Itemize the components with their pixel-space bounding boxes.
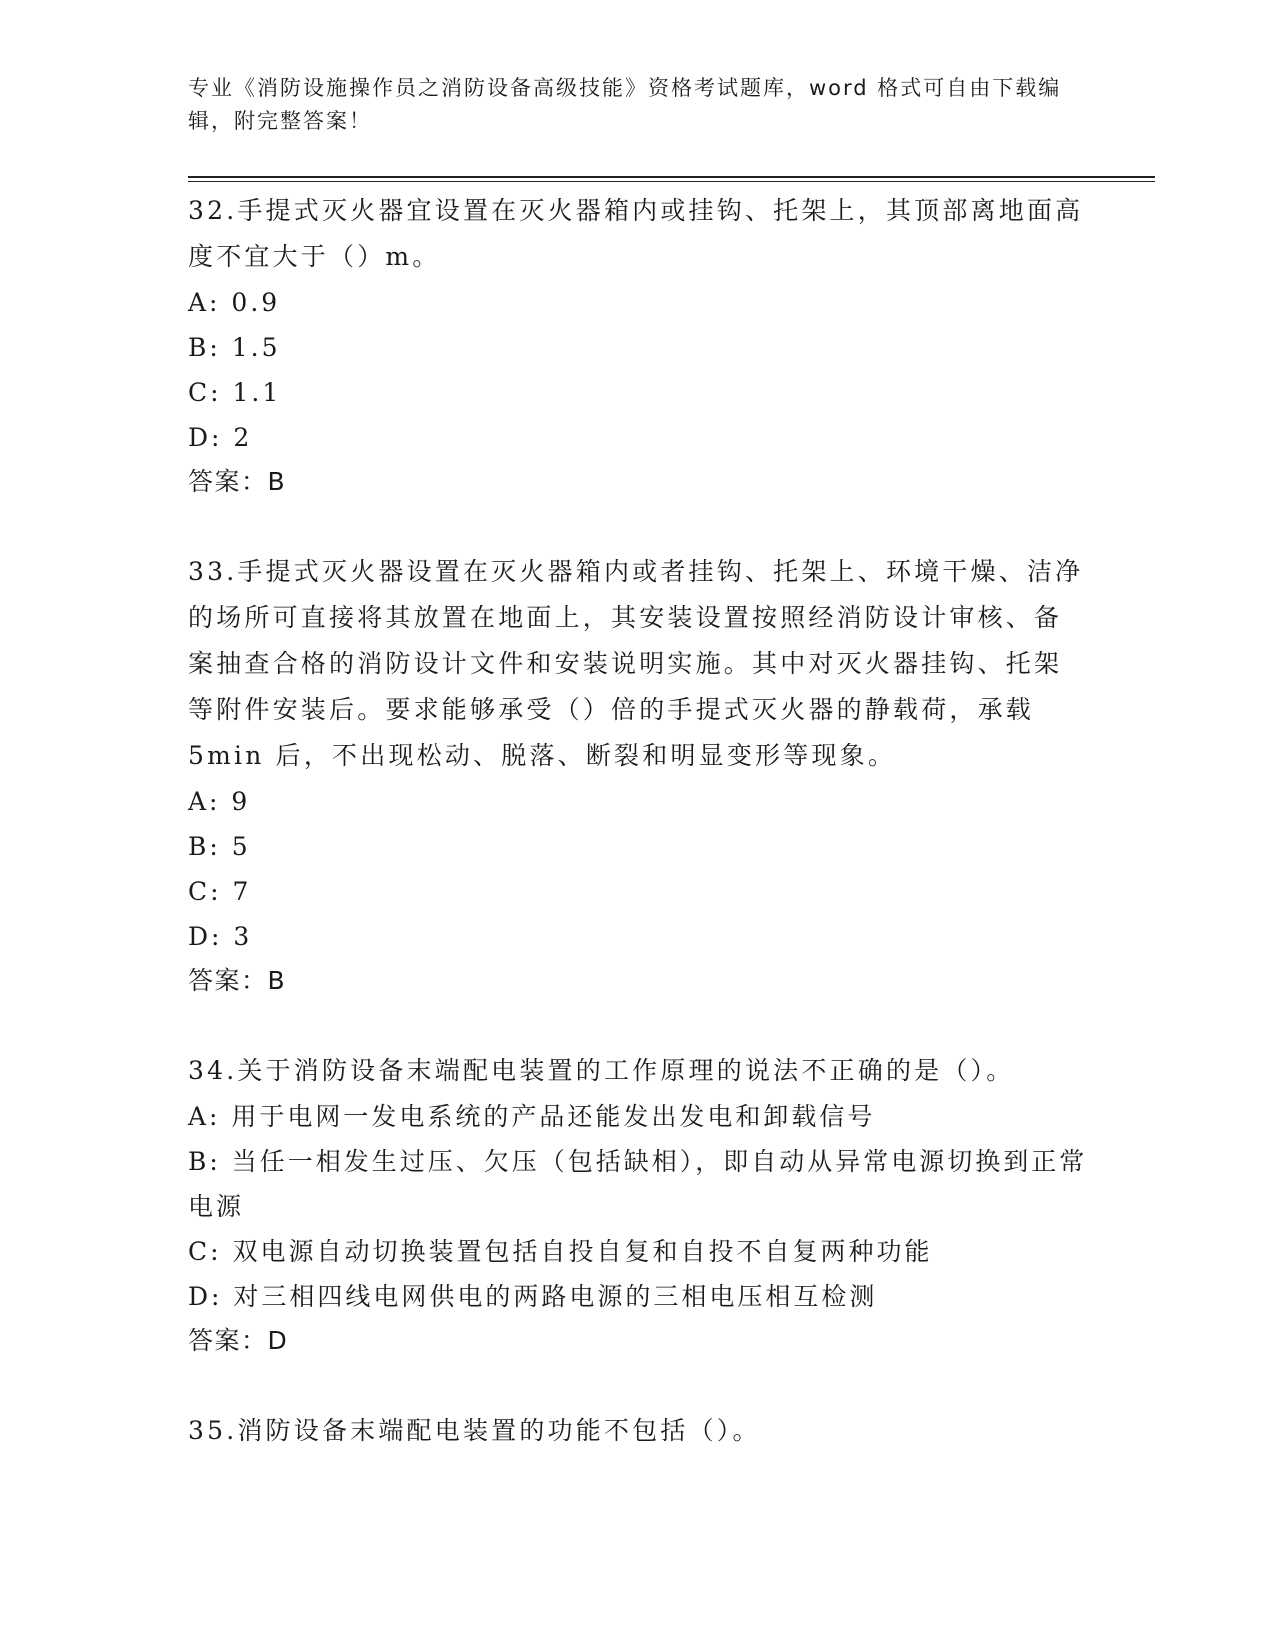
question-spacer xyxy=(188,1363,1088,1408)
option-d: D: 2 xyxy=(188,423,253,452)
answer-label: 答案：B xyxy=(188,467,287,496)
question-spacer xyxy=(188,1003,1088,1048)
question-35 xyxy=(188,1408,1088,1454)
question-text: 33.手提式灭火器设置在灭火器箱内或者挂钩、托架上、环境干燥、洁净的场所可直接将其放置在地面上，其安装设置按照经消防设计审核、备案抽查合格的消防设计文件和安装说明实施。其中对灭火器挂钩、托架等附件安装后。要求能够承受（）倍的手提式灭火器的静载荷，承载 5min 后，不出现松动、脱落、断裂和明显变形等现象。 xyxy=(188,557,1084,770)
header-divider-thick xyxy=(188,176,1155,178)
option-d: D: 对三相四线电网供电的两路电源的三相电压相互检测 xyxy=(188,1282,878,1311)
question-spacer xyxy=(188,504,1088,549)
option-c: C: 1.1 xyxy=(188,378,282,407)
question-list xyxy=(188,188,1088,1454)
answer-label: 答案：D xyxy=(188,1326,289,1355)
question-34 xyxy=(188,1048,1088,1363)
question-text: 32.手提式灭火器宜设置在灭火器箱内或挂钩、托架上，其顶部离地面高度不宜大于（）m。 xyxy=(188,196,1084,271)
option-a: A: 用于电网一发电系统的产品还能发出发电和卸载信号 xyxy=(188,1102,876,1131)
document-header: 专业《消防设施操作员之消防设备高级技能》资格考试题库，word 格式可自由下载编辑，附完整答案！ xyxy=(188,76,1062,133)
option-a: A: 9 xyxy=(188,787,251,816)
question-33 xyxy=(188,549,1088,1003)
header-divider-thin xyxy=(188,181,1155,182)
answer-label: 答案：B xyxy=(188,966,287,995)
option-c: C: 7 xyxy=(188,877,252,906)
question-32 xyxy=(188,188,1088,504)
option-d: D: 3 xyxy=(188,922,253,951)
option-b: B: 当任一相发生过压、欠压（包括缺相），即自动从异常电源切换到正常电源 xyxy=(188,1147,1088,1221)
question-text: 34.关于消防设备末端配电装置的工作原理的说法不正确的是（）。 xyxy=(188,1056,1015,1085)
question-text: 35.消防设备末端配电装置的功能不包括（）。 xyxy=(188,1416,761,1445)
option-a: A: 0.9 xyxy=(188,288,281,317)
option-c: C: 双电源自动切换装置包括自投自复和自投不自复两种功能 xyxy=(188,1237,933,1266)
option-b: B: 1.5 xyxy=(188,333,281,362)
option-b: B: 5 xyxy=(188,832,251,861)
